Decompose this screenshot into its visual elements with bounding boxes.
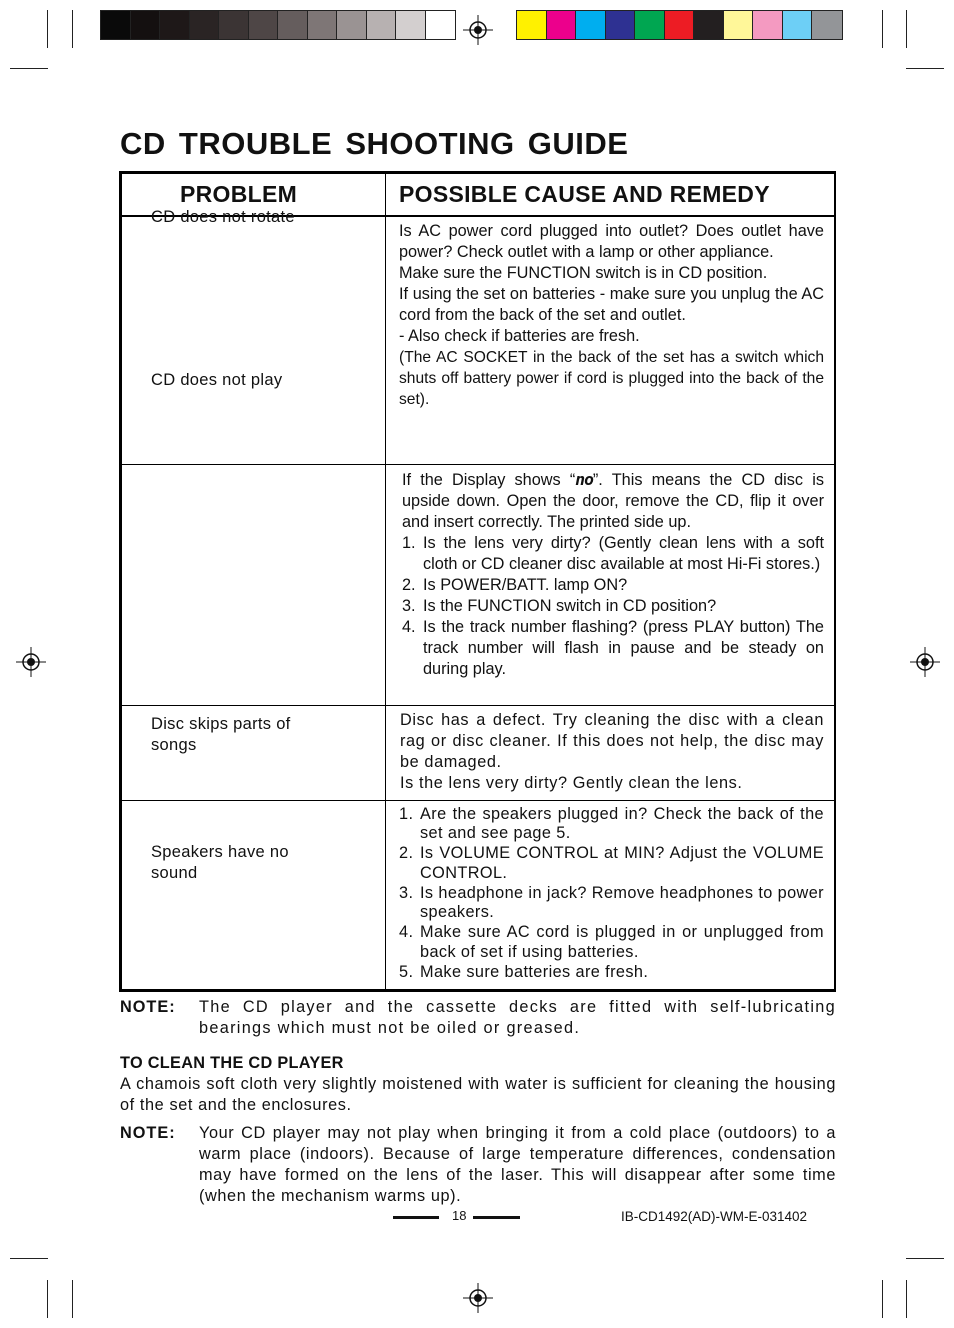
color-swatch (367, 11, 397, 39)
note-text: Your CD player may not play when bringing it from a cold place (outdoors) to a warm place (indoors). Because of large temperature differences, condensation may have formed on the lens of the laser. This will disappear after some time (when the mechanism warms up). (199, 1124, 836, 1205)
note-condensation (120, 1123, 836, 1207)
remedy-text: (The AC SOCKET in the back of the set has a switch which shuts off battery power if cord is plugged into the back of the set). (399, 349, 824, 408)
color-swatch (724, 11, 754, 39)
note-text: The CD player and the cassette decks are fitted with self-lubricating bearings which must not be oiled or greased. (199, 998, 836, 1037)
note-label: NOTE: (120, 998, 176, 1016)
color-swatch (812, 11, 842, 39)
problem-cell: CD does not rotate (121, 216, 386, 464)
remedy-text: Disc has a defect. Try cleaning the disc with a clean rag or disc cleaner. If this does not help, the disc may be damaged. (400, 710, 824, 771)
remedy-text: If the Display shows “no”. This means the CD disc is upside down. Open the door, remove the CD, flip it over and insert correctly. The printed side up. (402, 469, 824, 531)
problem-cell: CD does not play (121, 464, 386, 705)
list-item: 3. Is the FUNCTION switch in CD position? (402, 596, 717, 615)
remedy-list (402, 533, 824, 680)
problem-cell: Disc skips parts of songs (121, 705, 386, 800)
remedy-cell (386, 705, 836, 800)
color-swatch (396, 11, 426, 39)
list-item: 5. Make sure batteries are fresh. (399, 962, 649, 981)
remedy-cell (386, 800, 836, 990)
gray-swatch-bar (100, 10, 456, 40)
color-swatch (426, 11, 456, 39)
footer-rule-right (473, 1216, 520, 1219)
list-item: 3. Is headphone in jack? Remove headphones to power speakers. (399, 883, 824, 922)
list-item: 1. Are the speakers plugged in? Check the back of the set and see page 5. (399, 804, 824, 843)
clean-heading: TO CLEAN THE CD PLAYER (120, 1054, 344, 1072)
color-swatch (190, 11, 220, 39)
trouble-shooting-table (119, 171, 836, 992)
clean-text: A chamois soft cloth very slightly moistened with water is sufficient for cleaning the housing of the set and the enclosures. (120, 1075, 836, 1114)
table-row (121, 705, 836, 800)
color-swatch (160, 11, 190, 39)
table-row (121, 800, 836, 990)
color-swatch-bar (516, 10, 843, 40)
color-swatch (219, 11, 249, 39)
color-swatch (635, 11, 665, 39)
list-item: 4. Make sure AC cord is plugged in or unplugged from back of set if using batteries. (399, 923, 824, 962)
remedy-text: Is the lens very dirty? Gently clean the lens. (400, 773, 743, 792)
color-swatch (308, 11, 338, 39)
remedy-text: If using the set on batteries - make sure you unplug the AC cord from the back of the set and outlet. (399, 285, 824, 324)
color-swatch (694, 11, 724, 39)
remedy-list (399, 805, 824, 983)
registration-mark-icon (463, 15, 493, 45)
color-swatch (101, 11, 131, 39)
table-row (121, 464, 836, 705)
list-item: 4. Is the track number flashing? (press PLAY button) The track number will flash in pause and be steady on during play. (402, 617, 824, 678)
remedy-text: - Also check if batteries are fresh. (399, 327, 640, 345)
note-lubrication (120, 997, 836, 1039)
remedy-text: Is AC power cord plugged into outlet? Does outlet have power? Check outlet with a lamp or other appliance. (399, 222, 824, 261)
footer-rule-left (393, 1216, 439, 1219)
color-swatch (783, 11, 813, 39)
page-title: CD TROUBLE SHOOTING GUIDE (120, 126, 629, 161)
clean-section (120, 1053, 836, 1207)
color-swatch (278, 11, 308, 39)
display-no-symbol: no (575, 469, 593, 489)
page-number: 18 (452, 1208, 467, 1223)
note-section (120, 997, 836, 1039)
color-swatch (576, 11, 606, 39)
color-swatch (665, 11, 695, 39)
remedy-cell (386, 464, 836, 705)
problem-cell: Speakers have no sound (121, 800, 386, 990)
color-swatch (547, 11, 577, 39)
color-swatch (517, 11, 547, 39)
list-item: 2. Is VOLUME CONTROL at MIN? Adjust the VOLUME CONTROL. (399, 844, 824, 882)
document-code: IB-CD1492(AD)-WM-E-031402 (621, 1209, 808, 1224)
problem-column-header: PROBLEM (121, 173, 386, 217)
color-swatch (249, 11, 279, 39)
remedy-text: Make sure the FUNCTION switch is in CD position. (399, 264, 768, 282)
color-swatch (606, 11, 636, 39)
remedy-cell (386, 216, 836, 464)
list-item: 1. Is the lens very dirty? (Gently clean lens with a soft cloth or CD cleaner disc available at most Hi-Fi stores.) (402, 533, 824, 573)
list-item: 2. Is POWER/BATT. lamp ON? (402, 575, 628, 594)
table-row (121, 216, 836, 464)
registration-mark-icon (910, 647, 940, 677)
note-label: NOTE: (120, 1124, 176, 1142)
registration-mark-icon (16, 647, 46, 677)
remedy-column-header: POSSIBLE CAUSE AND REMEDY (386, 173, 836, 217)
color-swatch (131, 11, 161, 39)
color-swatch (753, 11, 783, 39)
registration-mark-icon (463, 1283, 493, 1313)
color-swatch (337, 11, 367, 39)
